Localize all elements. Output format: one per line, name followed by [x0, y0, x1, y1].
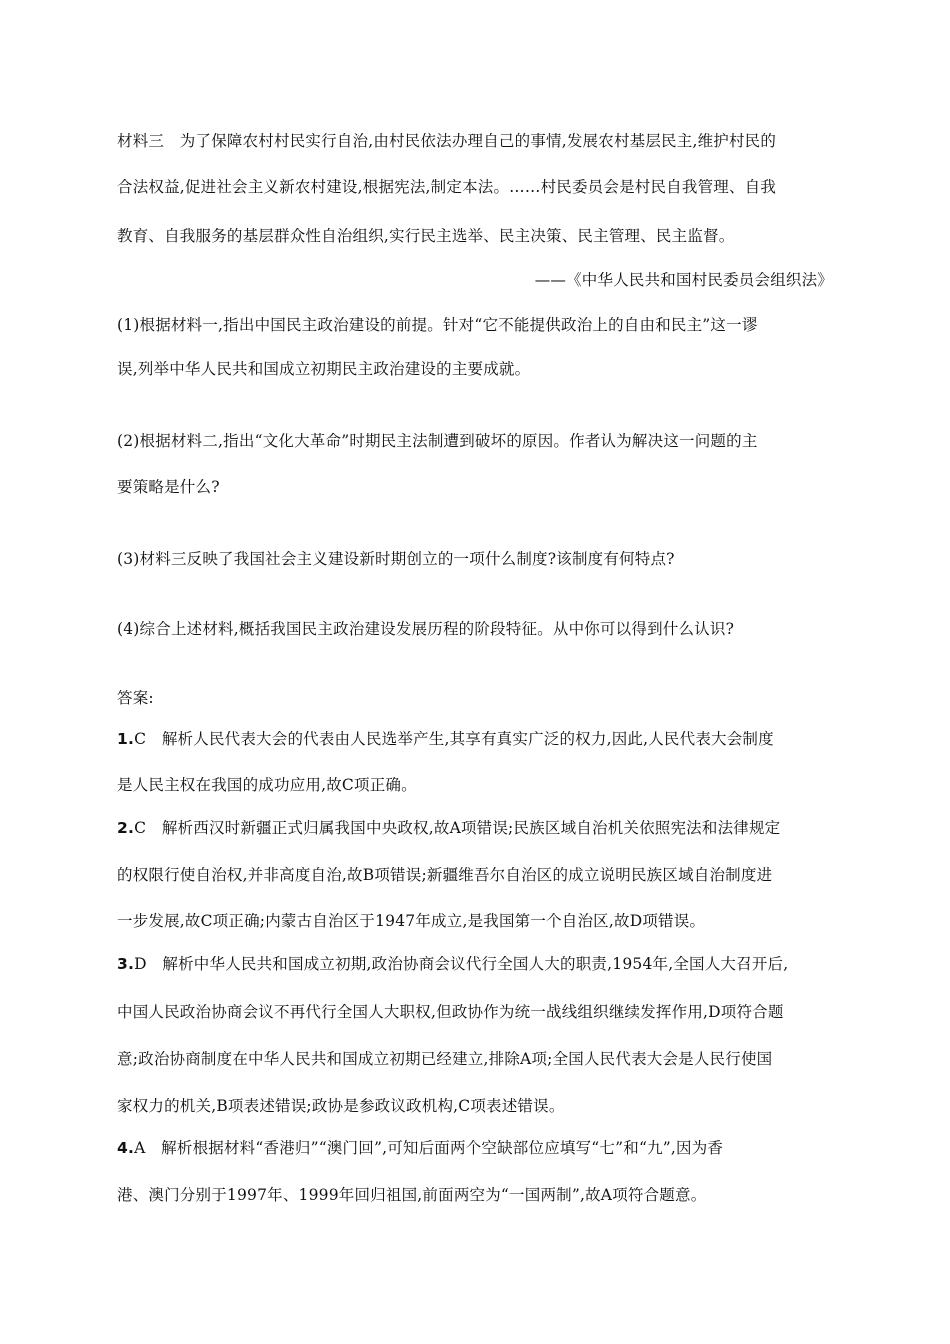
question-1-line-2: 误,列举中华人民共和国成立初期民主政治建设的主要成就。	[117, 360, 531, 378]
material3-line-1: 材料三 为了保障农村村民实行自治,由村民依法办理自己的事情,发展农村基层民主,维护村民的	[117, 132, 777, 150]
answers-heading: 答案:	[117, 689, 154, 707]
question-4: (4)综合上述材料,概括我国民主政治建设发展历程的阶段特征。从中你可以得到什么认识?	[117, 620, 735, 638]
answer-4-text: A 解析根据材料“香港归”“澳门回”,可知后面两个空缺部位应填写“七”和“九”,因为香	[134, 1139, 724, 1157]
answer-1-number: 1.	[117, 730, 135, 748]
material3-line-2: 合法权益,促进社会主义新农村建设,根据宪法,制定本法。……村民委员会是村民自我管理、自我	[117, 178, 777, 196]
answer-3-text: D 解析中华人民共和国成立初期,政治协商会议代行全国人大的职责,1954年,全国人大召开后,	[134, 955, 789, 973]
answer-4-line-1	[117, 1138, 833, 1158]
answer-2-line-3: 一步发展,故C项正确;内蒙古自治区于1947年成立,是我国第一个自治区,故D项错误。	[117, 912, 706, 930]
answer-4-line-2: 港、澳门分别于1997年、1999年回归祖国,前面两空为“一国两制”,故A项符合题意。	[117, 1186, 707, 1204]
question-3: (3)材料三反映了我国社会主义建设新时期创立的一项什么制度?该制度有何特点?	[117, 550, 675, 568]
material3-source: ——《中华人民共和国村民委员会组织法》	[534, 271, 833, 289]
answer-2-number: 2.	[117, 819, 135, 837]
answer-2-text: C 解析西汉时新疆正式归属我国中央政权,故A项错误;民族区域自治机关依照宪法和法律规定	[134, 819, 781, 837]
answer-1-text: C 解析人民代表大会的代表由人民选举产生,其享有真实广泛的权力,因此,人民代表大会制度	[134, 730, 774, 748]
answer-3-line-4: 家权力的机关,B项表述错误;政协是参政议政机构,C项表述错误。	[117, 1097, 565, 1115]
answer-3-line-3: 意;政治协商制度在中华人民共和国成立初期已经建立,排除A项;全国人民代表大会是人民行使国	[117, 1050, 773, 1068]
material3-line-3: 教育、自我服务的基层群众性自治组织,实行民主选举、民主决策、民主管理、民主监督。	[117, 227, 735, 245]
answer-2-line-2: 的权限行使自治权,并非高度自治,故B项错误;新疆维吾尔自治区的成立说明民族区域自治制度进	[117, 866, 773, 884]
answer-2-line-1	[117, 818, 833, 838]
answer-3-line-2: 中国人民政治协商会议不再代行全国人大职权,但政协作为统一战线组织继续发挥作用,D项符合题	[117, 1003, 784, 1021]
question-1-line-1: (1)根据材料一,指出中国民主政治建设的前提。针对“它不能提供政治上的自由和民主”这一谬	[117, 316, 758, 334]
answer-1-line-2: 是人民主权在我国的成功应用,故C项正确。	[117, 776, 417, 794]
question-2-line-1: (2)根据材料二,指出“文化大革命”时期民主法制遭到破坏的原因。作者认为解决这一问题的主	[117, 432, 758, 450]
answer-3-number: 3.	[117, 955, 135, 973]
answer-1-line-1	[117, 729, 833, 749]
question-2-line-2: 要策略是什么?	[117, 478, 220, 496]
answer-3-line-1	[117, 954, 833, 974]
answer-4-number: 4.	[117, 1139, 135, 1157]
